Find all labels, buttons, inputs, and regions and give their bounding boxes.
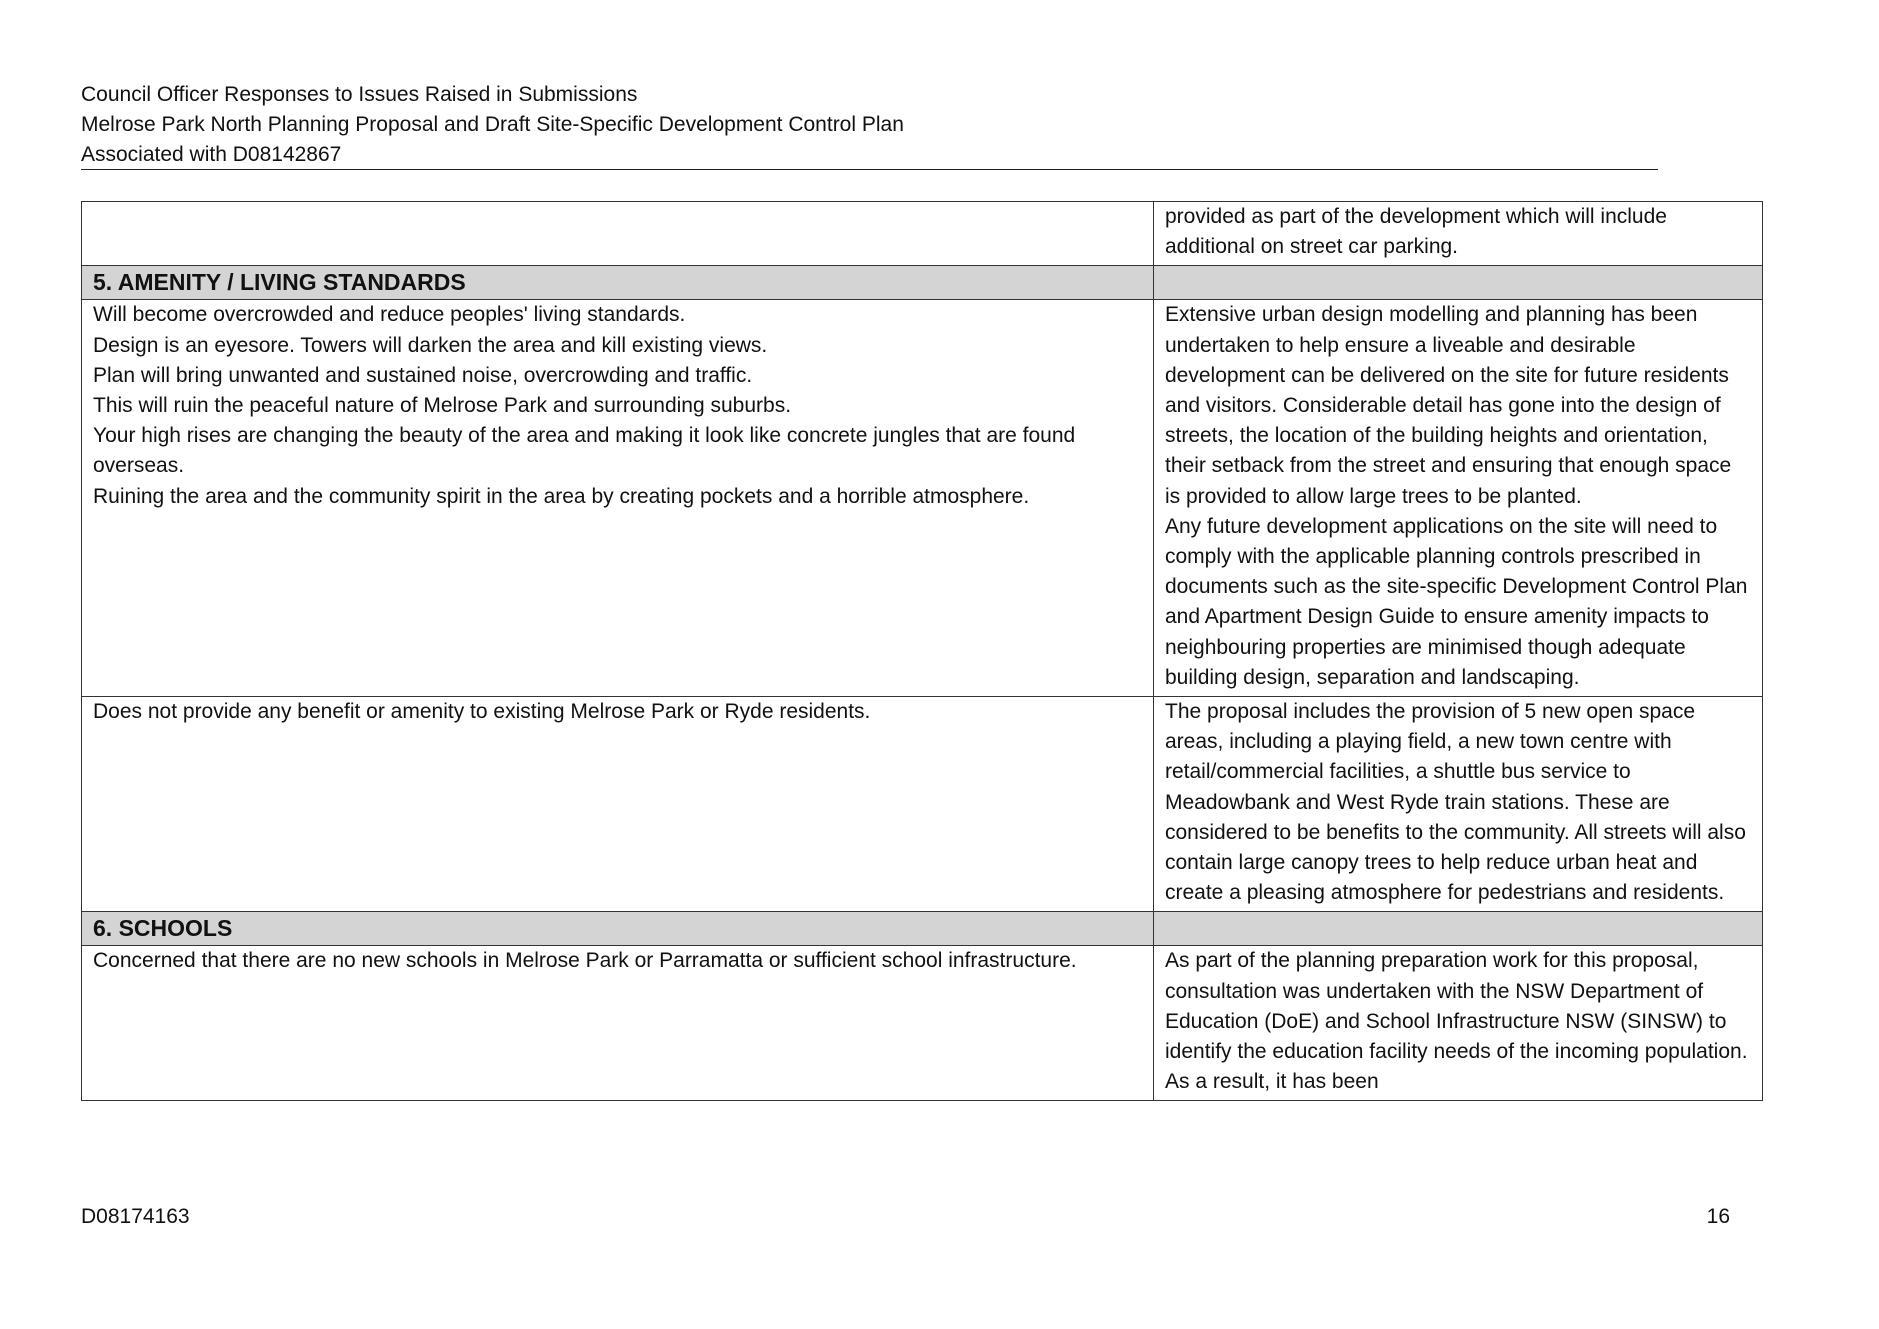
table-row: [82, 202, 1763, 266]
response-cell: [1154, 300, 1763, 697]
header-title: Council Officer Responses to Issues Raised in Submissions: [81, 83, 638, 106]
header-subtitle: Melrose Park North Planning Proposal and Draft Site-Specific Development Control Plan: [81, 113, 904, 136]
issue-line: Design is an eyesore. Towers will darken the area and kill existing views.: [93, 333, 768, 357]
response-cell: provided as part of the development which will include additional on street car parking.: [1154, 202, 1763, 266]
issue-line: Ruining the area and the community spirit in the area by creating pockets and a horrible atmosphere.: [93, 484, 1030, 508]
footer-document-id: D08174163: [81, 1205, 190, 1228]
responses-table: [81, 201, 1763, 1101]
header-divider: [81, 169, 1658, 170]
footer-page-number: 16: [1706, 1205, 1730, 1228]
issue-cell: Concerned that there are no new schools in Melrose Park or Parramatta or sufficient school infrastructure.: [82, 946, 1154, 1101]
section-header-row: [82, 912, 1763, 946]
section-title: 6. SCHOOLS: [82, 912, 1154, 946]
issue-line: Your high rises are changing the beauty of the area and making it look like concrete jungles that are found overseas.: [93, 424, 1076, 478]
response-paragraph: Extensive urban design modelling and planning has been undertaken to help ensure a liveable and desirable development can be delivered on the site for future residents and visitors. Considerable detail has gone into the design of streets, the location of the building heights and orientation, their setback from the street and ensuring that enough space is provided to allow large trees to be planted.: [1165, 303, 1732, 508]
issue-line: Plan will bring unwanted and sustained noise, overcrowding and traffic.: [93, 363, 753, 387]
table-row: [82, 946, 1763, 1101]
response-cell: As part of the planning preparation work for this proposal, consultation was undertaken with the NSW Department of Education (DoE) and School Infrastructure NSW (SINSW) to identify the education facility needs of the incoming population. As a result, it has been: [1154, 946, 1763, 1101]
response-paragraph: Any future development applications on the site will need to comply with the applicable planning controls prescribed in documents such as the site-specific Development Control Plan and Apartment Design Guide to ensure amenity impacts to neighbouring properties are minimised though adequate building design, separation and landscaping.: [1165, 514, 1748, 689]
issue-line: This will ruin the peaceful nature of Melrose Park and surrounding suburbs.: [93, 394, 792, 418]
table-row: [82, 300, 1763, 697]
issue-cell: [82, 300, 1154, 697]
table-row: [82, 697, 1763, 912]
issue-line: Will become overcrowded and reduce peoples' living standards.: [93, 303, 686, 327]
section-title-blank: [1154, 912, 1763, 946]
section-header-row: [82, 266, 1763, 300]
issue-cell: [82, 202, 1154, 266]
page-header: [81, 80, 1658, 170]
section-title: 5. AMENITY / LIVING STANDARDS: [82, 266, 1154, 300]
issue-cell: Does not provide any benefit or amenity to existing Melrose Park or Ryde residents.: [82, 697, 1154, 912]
response-cell: The proposal includes the provision of 5 new open space areas, including a playing field, a new town centre with retail/commercial facilities, a shuttle bus service to Meadowbank and West Ryde train stations. These are considered to be benefits to the community. All streets will also contain large canopy trees to help reduce urban heat and create a pleasing atmosphere for pedestrians and residents.: [1154, 697, 1763, 912]
section-title-blank: [1154, 266, 1763, 300]
header-reference: Associated with D08142867: [81, 143, 342, 166]
